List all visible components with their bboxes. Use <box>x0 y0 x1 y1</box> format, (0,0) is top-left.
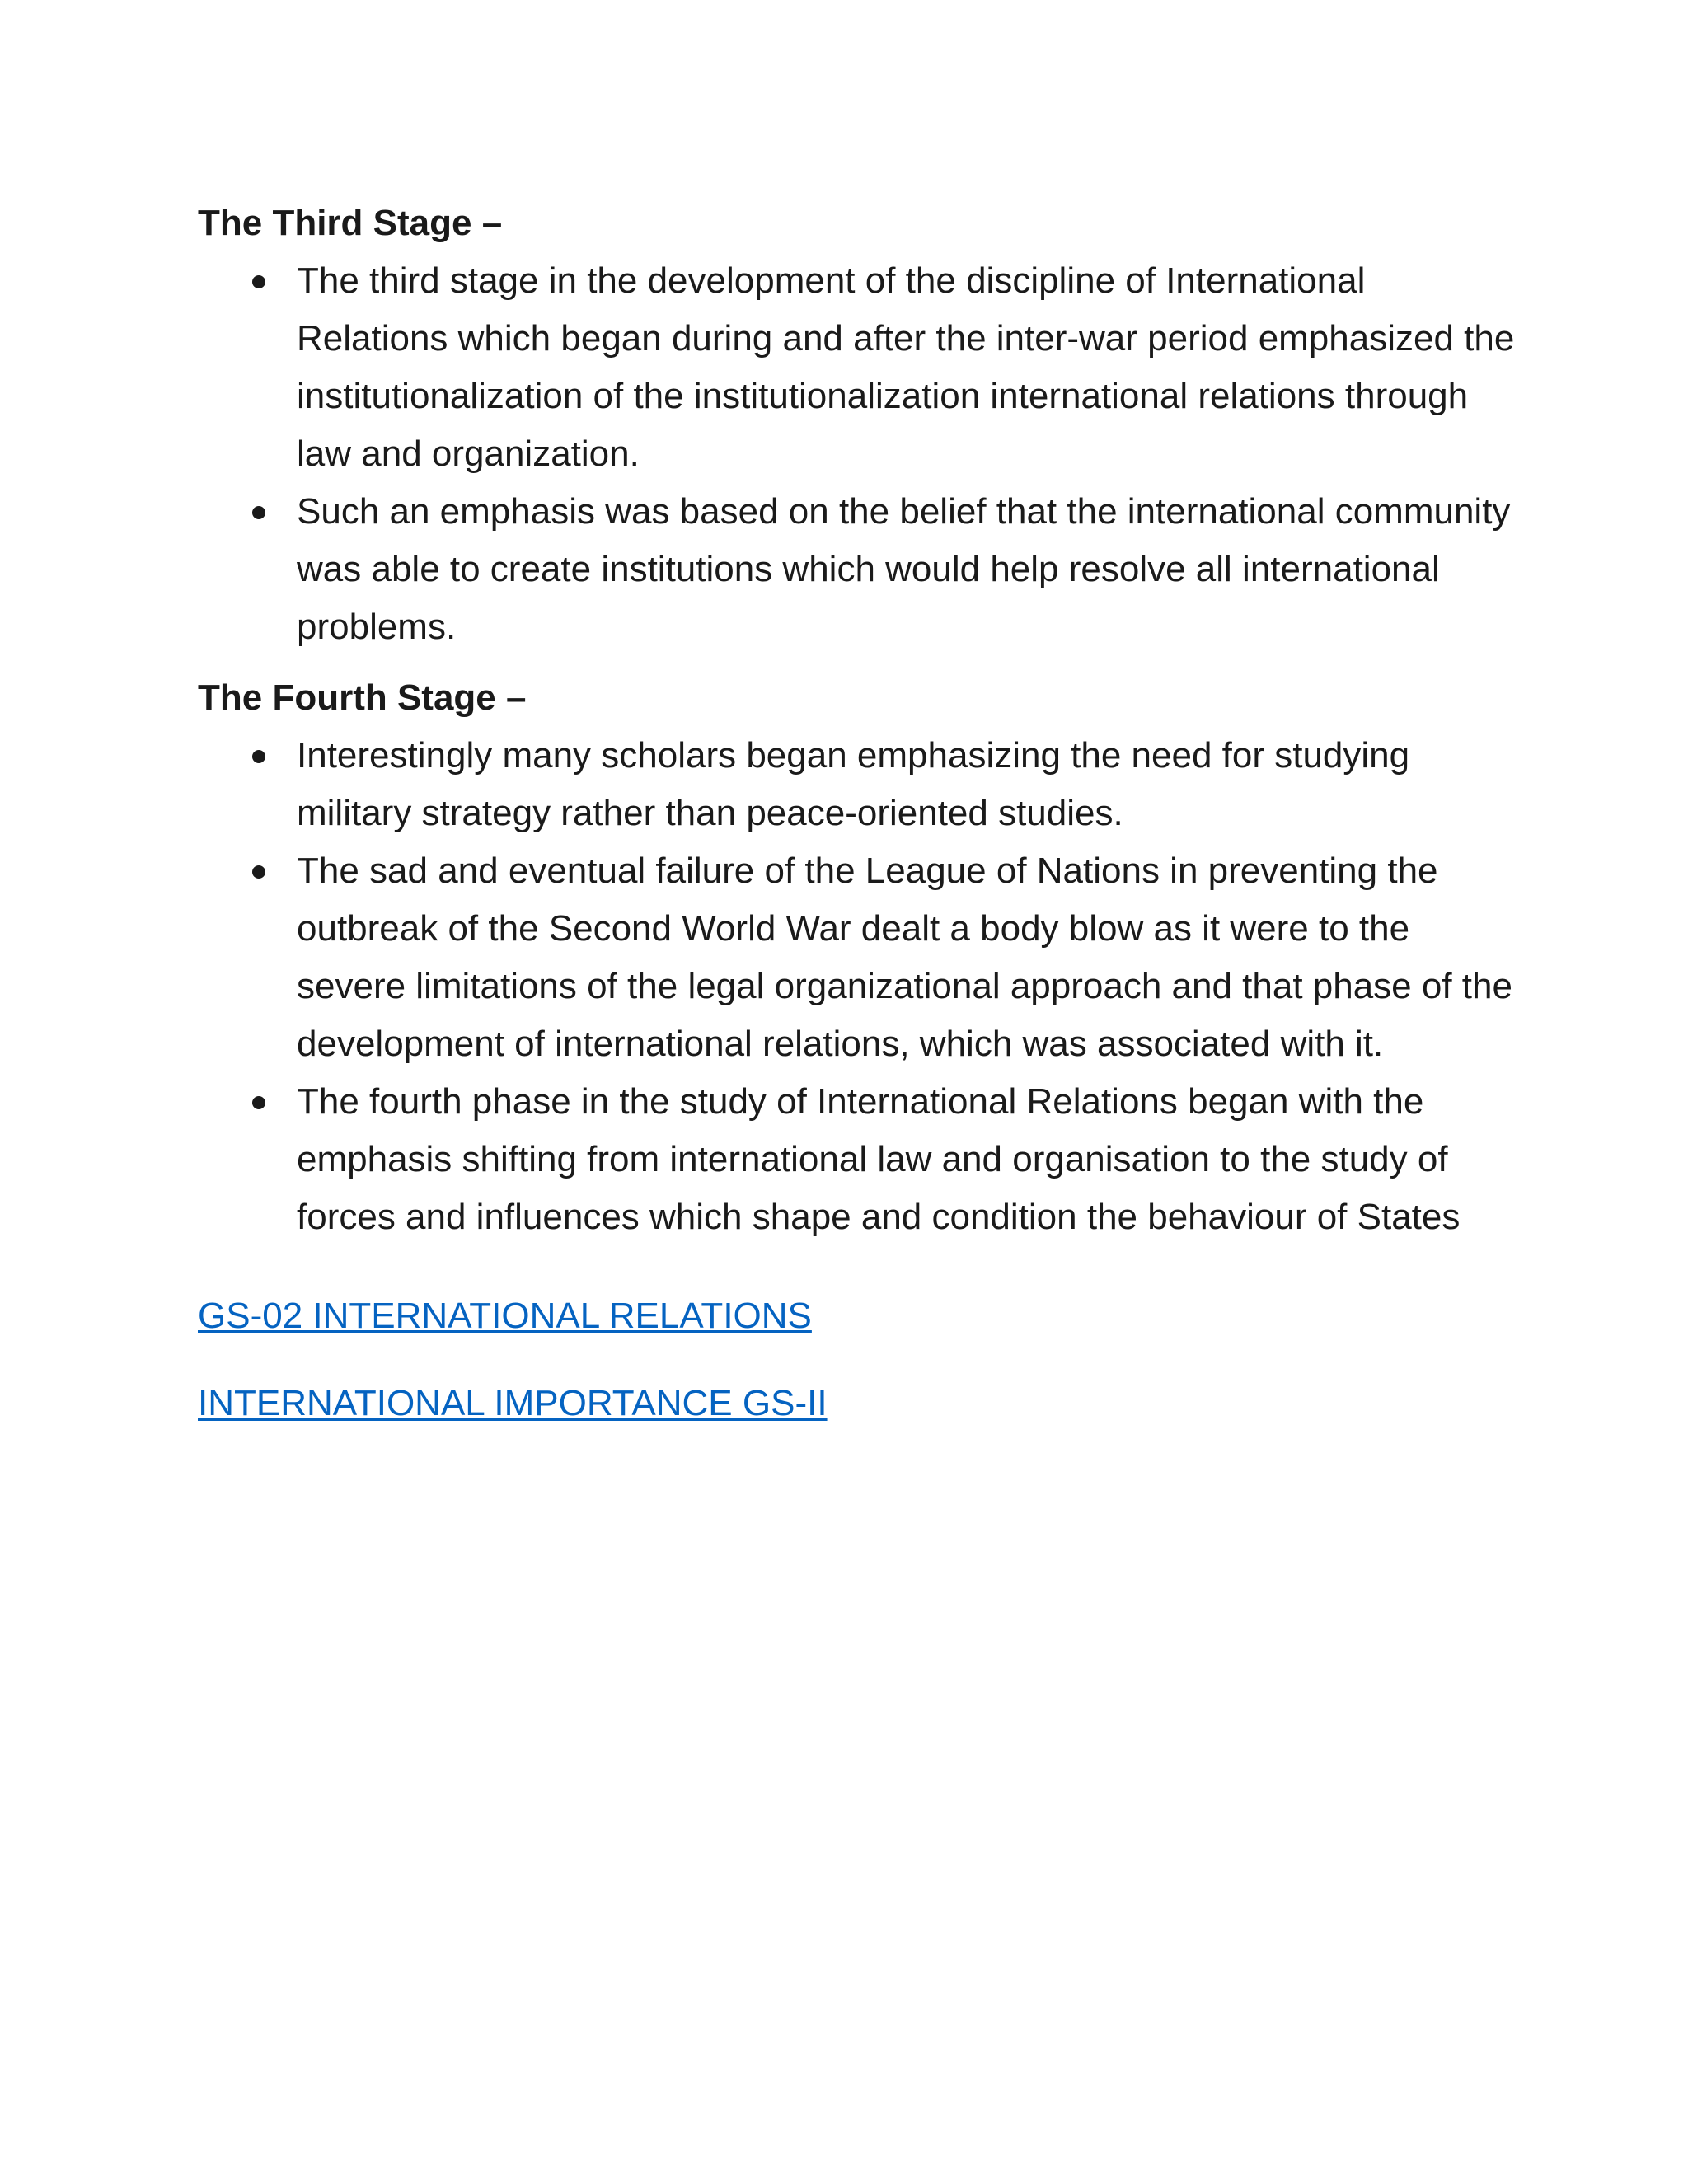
third-stage-heading: The Third Stage – <box>198 203 503 243</box>
related-links <box>198 1287 1517 1432</box>
fourth-stage-heading: The Fourth Stage – <box>198 677 527 718</box>
bullet-icon <box>252 865 265 879</box>
third-stage-list <box>198 252 1517 656</box>
fourth-stage-section <box>198 669 1517 1246</box>
list-item <box>198 483 1517 656</box>
list-item <box>198 842 1517 1073</box>
list-item-text: The fourth phase in the study of International Relations began with the emphasis shifting from international law and organisation to the study of forces and influences which shape and condition the behaviour of States <box>297 1081 1461 1237</box>
bullet-icon <box>252 750 265 763</box>
fourth-stage-list <box>198 727 1517 1246</box>
list-item <box>198 252 1517 483</box>
bullet-icon <box>252 1096 265 1109</box>
bullet-icon <box>252 506 265 519</box>
list-item <box>198 1073 1517 1246</box>
list-item-text: Interestingly many scholars began emphasizing the need for studying military strategy rather than peace-oriented studies. <box>297 735 1410 833</box>
international-importance-gs2-link[interactable]: INTERNATIONAL IMPORTANCE GS-II <box>198 1383 828 1423</box>
third-stage-section <box>198 194 1517 656</box>
list-item-text: The sad and eventual failure of the League of Nations in preventing the outbreak of the Second World War dealt a body blow as it were to the severe limitations of the legal organizational approach and that phase of the development of international relations, which was associated with it. <box>297 851 1512 1064</box>
list-item <box>198 727 1517 842</box>
document-page <box>198 194 1517 1462</box>
gs02-international-relations-link[interactable]: GS-02 INTERNATIONAL RELATIONS <box>198 1296 812 1336</box>
list-item-text: The third stage in the development of the discipline of International Relations which began during and after the inter-war period emphasized the institutionalization of the institutionalization international relations through law and organization. <box>297 260 1515 474</box>
bullet-icon <box>252 275 265 288</box>
list-item-text: Such an emphasis was based on the belief that the international community was able to create institutions which would help resolve all international problems. <box>297 491 1511 647</box>
